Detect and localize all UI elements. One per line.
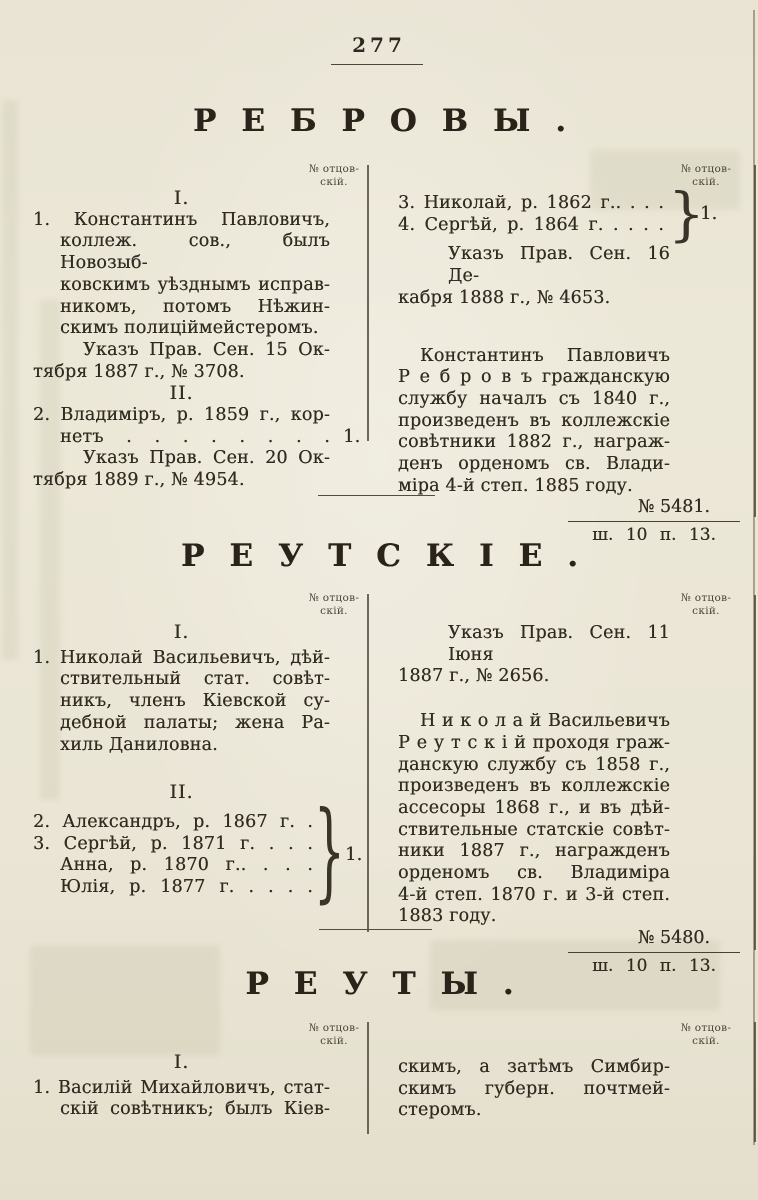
entry-item: [33, 405, 330, 448]
father-number-header-line: № отцов-: [680, 163, 732, 175]
father-number-header: [668, 592, 744, 617]
text-line: 3. Николай, р. 1862 г.. . . .: [398, 193, 664, 213]
left-column: [0, 1022, 373, 1121]
text-line: 3. Сергѣй, р. 1871 г. . . .: [33, 833, 313, 854]
text-line: Указъ Прав. Сен. 15 Ок-: [83, 339, 330, 360]
text-line: скимъ губерн. почтмей-: [398, 1078, 670, 1099]
text-line: 1883 году.: [398, 906, 497, 927]
father-number-header: [668, 1022, 744, 1047]
generation-heading-i: I.: [173, 1051, 190, 1073]
bio-paragraph: [398, 711, 670, 928]
section-title: РЕУТСКІЕ.: [181, 538, 603, 574]
father-number-value: 1.: [343, 426, 361, 448]
section-columns: [0, 163, 758, 545]
bio-paragraph: [398, 346, 670, 498]
text-line: произведенъ въ коллежскіе: [398, 776, 670, 797]
entry-item: [33, 812, 313, 834]
text-line: 1. Николай Васильевичъ, дѣй-: [33, 647, 330, 668]
father-number-header-line: № отцов-: [680, 592, 732, 604]
text-line: Анна, р. 1870 г.. . . .: [60, 855, 313, 876]
father-number-header-line: скій.: [320, 175, 348, 188]
group-brace: }: [668, 180, 705, 248]
text-line: нетъ . . . . . . . .: [60, 426, 330, 447]
section-separator: [319, 929, 432, 930]
text-line: кабря 1888 г., № 4653.: [398, 287, 611, 308]
father-number-header-line: № отцов-: [680, 1022, 732, 1034]
father-number-header-line: № отцов-: [308, 163, 360, 175]
text-line: 1. Константинъ Павловичъ,: [33, 209, 330, 230]
father-number-header-line: скій.: [320, 1034, 348, 1047]
right-column: [373, 1022, 758, 1122]
father-number-header-line: скій.: [692, 175, 720, 188]
father-number-header-line: скій.: [692, 604, 720, 617]
page-number-rule: [331, 64, 423, 65]
text-line: Указъ Прав. Сен. 11 Іюня: [448, 623, 670, 665]
father-number-header-line: скій.: [692, 1034, 720, 1047]
left-column: [0, 163, 373, 492]
ukaz-note: [398, 244, 670, 309]
entry-item: [33, 210, 330, 340]
right-column: [373, 592, 758, 976]
text-line: скимъ, а затѣмъ Симбир-: [398, 1057, 670, 1077]
text-line: хиль Даниловна.: [60, 734, 218, 755]
ukaz-note: [398, 623, 670, 688]
text-line: міра 4-й степ. 1885 году.: [398, 475, 633, 496]
text-line: произведенъ въ коллежскіе: [398, 410, 670, 431]
section-separator: [318, 495, 435, 496]
section-columns: [0, 592, 758, 976]
column-rule: [367, 165, 369, 441]
text-line: скій совѣтникъ; былъ Кіев-: [60, 1099, 330, 1120]
group-brace: }: [313, 788, 346, 914]
act-number: № 5481.: [637, 497, 710, 518]
section-reuty: [0, 966, 758, 1122]
print-code: ш. 10 п. 13.: [568, 521, 740, 545]
column-rule: [754, 1022, 756, 1142]
father-number-header-line: № отцов-: [308, 1022, 360, 1034]
text-line: ствительные статскіе совѣт-: [398, 819, 670, 840]
text-line: коллеж. сов., былъ Новозыб-: [60, 231, 330, 274]
generation-heading-ii: II.: [169, 781, 194, 804]
text-line: дебной палаты; жена Ра-: [60, 712, 330, 733]
section-title: РЕБРОВЫ.: [193, 103, 591, 139]
page-number: 277: [352, 33, 406, 57]
column-rule: [754, 595, 756, 950]
ukaz-note: [33, 448, 330, 491]
text-line: данскую службу съ 1858 г.,: [398, 754, 670, 775]
text-line: 2. Александръ, р. 1867 г. .: [33, 811, 313, 832]
text-line: 1. Василій Михайловичъ, стат-: [33, 1077, 330, 1098]
left-column: [0, 592, 373, 914]
right-column: [373, 163, 758, 545]
text-line: денъ орденомъ св. Влади-: [398, 454, 670, 475]
generation-heading-i: I.: [173, 621, 190, 643]
generation-heading-ii: II.: [169, 382, 194, 405]
act-number: № 5480.: [637, 928, 710, 949]
text-line: службу началъ съ 1840 г.,: [398, 388, 670, 409]
text-line: Указъ Прав. Сен. 16 Де-: [448, 244, 670, 287]
text-line: Указъ Прав. Сен. 20 Ок-: [83, 448, 330, 469]
text-line: тября 1889 г., № 4954.: [33, 470, 245, 491]
text-line: Юлія, р. 1877 г. . . . .: [60, 877, 313, 898]
entry-item: [33, 834, 313, 899]
text-line: 2. Владиміръ, р. 1859 г., кор-: [33, 405, 330, 426]
entry-item: [33, 648, 330, 757]
section-title: РЕУТЫ.: [245, 966, 539, 1002]
section-rebrovy: [0, 103, 758, 545]
text-line: ники 1887 г., награжденъ: [398, 841, 670, 862]
text-line: Константинъ Павловичъ: [420, 345, 670, 366]
text-line: Р е б р о в ъ гражданскую: [398, 367, 670, 388]
entry-item: [398, 215, 664, 237]
father-number-value: 1.: [345, 843, 363, 865]
column-rule: [367, 1022, 369, 1134]
text-line: ассесоры 1868 г., и въ дѣй-: [398, 797, 670, 818]
continuation-paragraph: [398, 1057, 670, 1122]
text-line: совѣтники 1882 г., награж-: [398, 432, 670, 453]
text-line: 1887 г., № 2656.: [398, 666, 550, 687]
print-code: ш. 10 п. 13.: [568, 952, 740, 976]
section-reutskie: [0, 538, 758, 976]
text-line: никъ, членъ Кіевской су-: [60, 691, 330, 712]
entry-with-ref: [33, 405, 373, 448]
section-columns: [0, 1022, 758, 1122]
father-number-header: [303, 163, 365, 188]
father-number-header: [303, 592, 365, 617]
father-number-header-line: скій.: [320, 604, 348, 617]
father-number-header: [303, 1022, 365, 1047]
text-line: Р е у т с к і й проходя граж-: [398, 732, 670, 753]
text-line: ковскимъ уѣзднымъ исправ-: [60, 274, 330, 295]
father-number-value: 1.: [700, 203, 718, 224]
text-line: Н и к о л а й Васильевичъ: [420, 711, 670, 732]
entry-item: [33, 1078, 330, 1121]
text-line: стеромъ.: [398, 1100, 482, 1121]
text-line: 4-й степ. 1870 г. и 3-й степ.: [398, 884, 670, 905]
text-line: тября 1887 г., № 3708.: [33, 361, 245, 382]
generation-heading-i: I.: [173, 187, 190, 209]
text-line: ствительный стат. совѣт-: [60, 669, 330, 690]
father-number-header-line: № отцов-: [308, 592, 360, 604]
ukaz-note: [33, 340, 330, 383]
text-line: орденомъ св. Владиміра: [398, 863, 670, 884]
text-line: скимъ полиціймейстеромъ.: [60, 318, 319, 339]
text-line: 4. Сергѣй, р. 1864 г. . . . .: [398, 214, 664, 235]
entry-item: [398, 193, 664, 215]
text-line: никомъ, потомъ Нѣжин-: [60, 296, 330, 317]
